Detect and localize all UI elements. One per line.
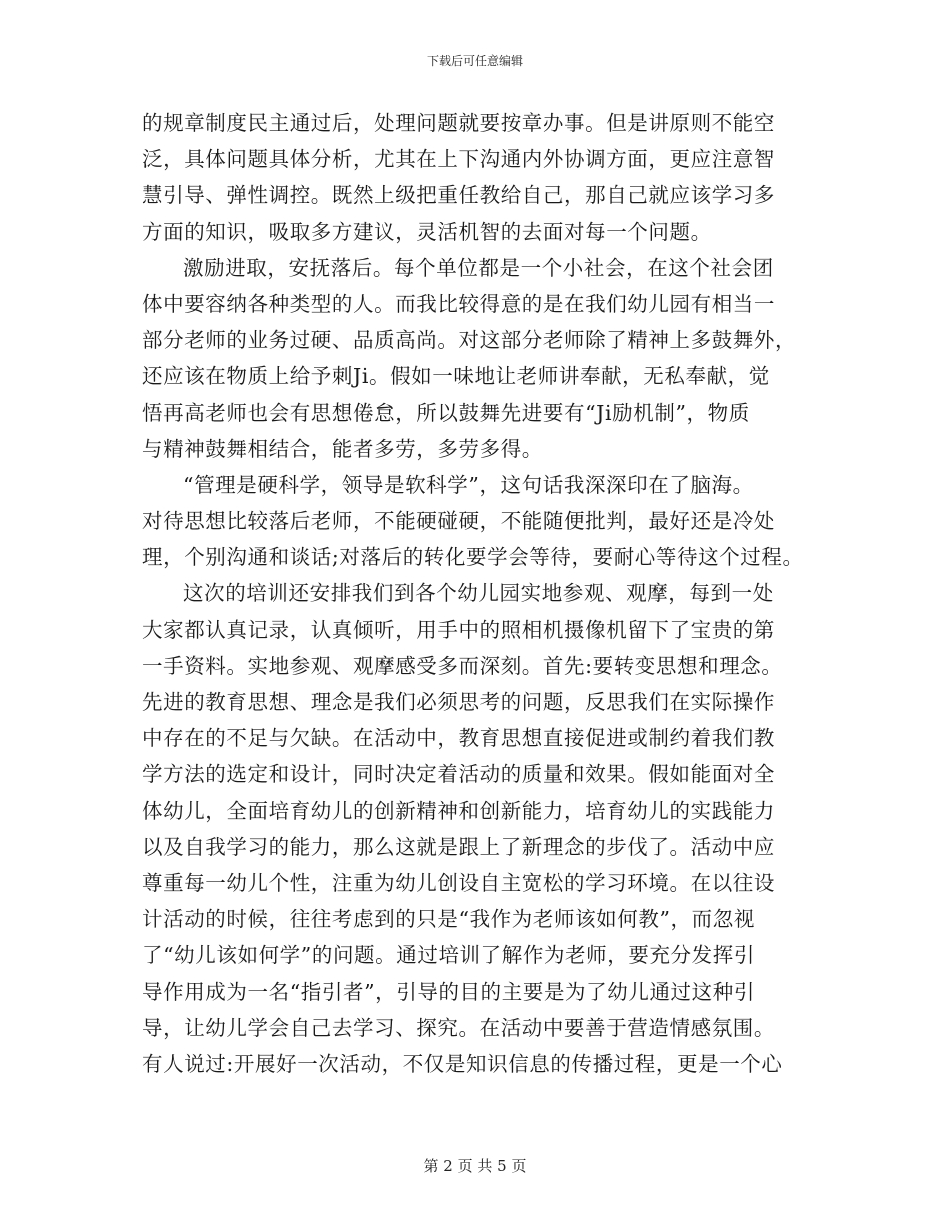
- text-line: 体中要容纳各种类型的人。而我比较得意的是在我们幼儿园有相当一: [142, 291, 775, 316]
- text-line: 了“幼儿该如何学”的问题。通过培训了解作为老师，要充分发挥引: [142, 943, 755, 968]
- page-header: 下载后可任意编辑: [426, 54, 523, 68]
- text-line: 导作用成为一名“指引者”，引导的目的主要是为了幼儿通过这种引: [142, 979, 755, 1004]
- text-line: 导，让幼儿学会自己去学习、探究。在活动中要善于营造情感氛围。: [142, 1015, 775, 1040]
- text-line: 以及自我学习的能力，那么这就是跟上了新理念的步伐了。活动中应: [142, 834, 775, 859]
- page-number: 第 2 页 共 5 页: [423, 1157, 527, 1175]
- text-line: 对待思想比较落后老师，不能硬碰硬，不能随便批判，最好还是冷处: [142, 509, 775, 534]
- text-line: 部分老师的业务过硬、品质高尚。对这部分老师除了精神上多鼓舞外，: [142, 328, 797, 353]
- text-line: 体幼儿，全面培育幼儿的创新精神和创新能力，培育幼儿的实践能力: [142, 798, 775, 823]
- text-line: 还应该在物质上给予刺Ji。假如一味地让老师讲奉献，无私奉献，觉: [142, 364, 770, 389]
- text-line: 中存在的不足与欠缺。在活动中，教育思想直接促进或制约着我们教: [142, 726, 775, 751]
- text-line: 泛，具体问题具体分析，尤其在上下沟通内外协调方面，更应注意智: [142, 147, 775, 172]
- text-line: 慧引导、弹性调控。既然上级把重任教给自己，那自己就应该学习多: [142, 183, 775, 208]
- paragraph-first-line: 这次的培训还安排我们到各个幼儿园实地参观、观摩，每到一处: [183, 581, 774, 606]
- text-line: 先进的教育思想、理念是我们必须思考的问题，反思我们在实际操作: [142, 690, 775, 714]
- body-text: [142, 105, 822, 1082]
- text-line: 悟再高老师也会有思想倦怠，所以鼓舞先进要有“Ji励机制”，物质: [142, 400, 750, 425]
- text-line: 一手资料。实地参观、观摩感受多而深刻。首先:要转变思想和理念。: [142, 653, 783, 678]
- text-line: 理，个别沟通和谈话;对落后的转化要学会等待，要耐心等待这个过程。: [142, 545, 804, 570]
- text-line: 与精神鼓舞相结合，能者多劳，多劳多得。: [142, 436, 543, 461]
- text-line: 方面的知识，吸取多方建议，灵活机智的去面对每一个问题。: [142, 219, 712, 244]
- text-line: 的规章制度民主通过后，处理问题就要按章办事。但是讲原则不能空: [142, 111, 775, 135]
- text-line: 尊重每一幼儿个性，注重为幼儿创设自主宽松的学习环境。在以往设: [142, 870, 775, 895]
- paragraph-first-line: “管理是硬科学，领导是软科学”，这句话我深深印在了脑海。: [183, 472, 754, 497]
- text-line: 大家都认真记录，认真倾听，用手中的照相机摄像机留下了宝贵的第: [142, 617, 775, 642]
- text-line: 学方法的选定和设计，同时决定着活动的质量和效果。假如能面对全: [142, 762, 775, 787]
- text-line: 计活动的时候，往往考虑到的只是“我作为老师该如何教”，而忽视: [142, 907, 755, 932]
- paragraph-first-line: 激励进取，安抚落后。每个单位都是一个小社会，在这个社会团: [183, 255, 774, 280]
- text-line: 有人说过:开展好一次活动，不仅是知识信息的传播过程，更是一个心: [142, 1051, 783, 1076]
